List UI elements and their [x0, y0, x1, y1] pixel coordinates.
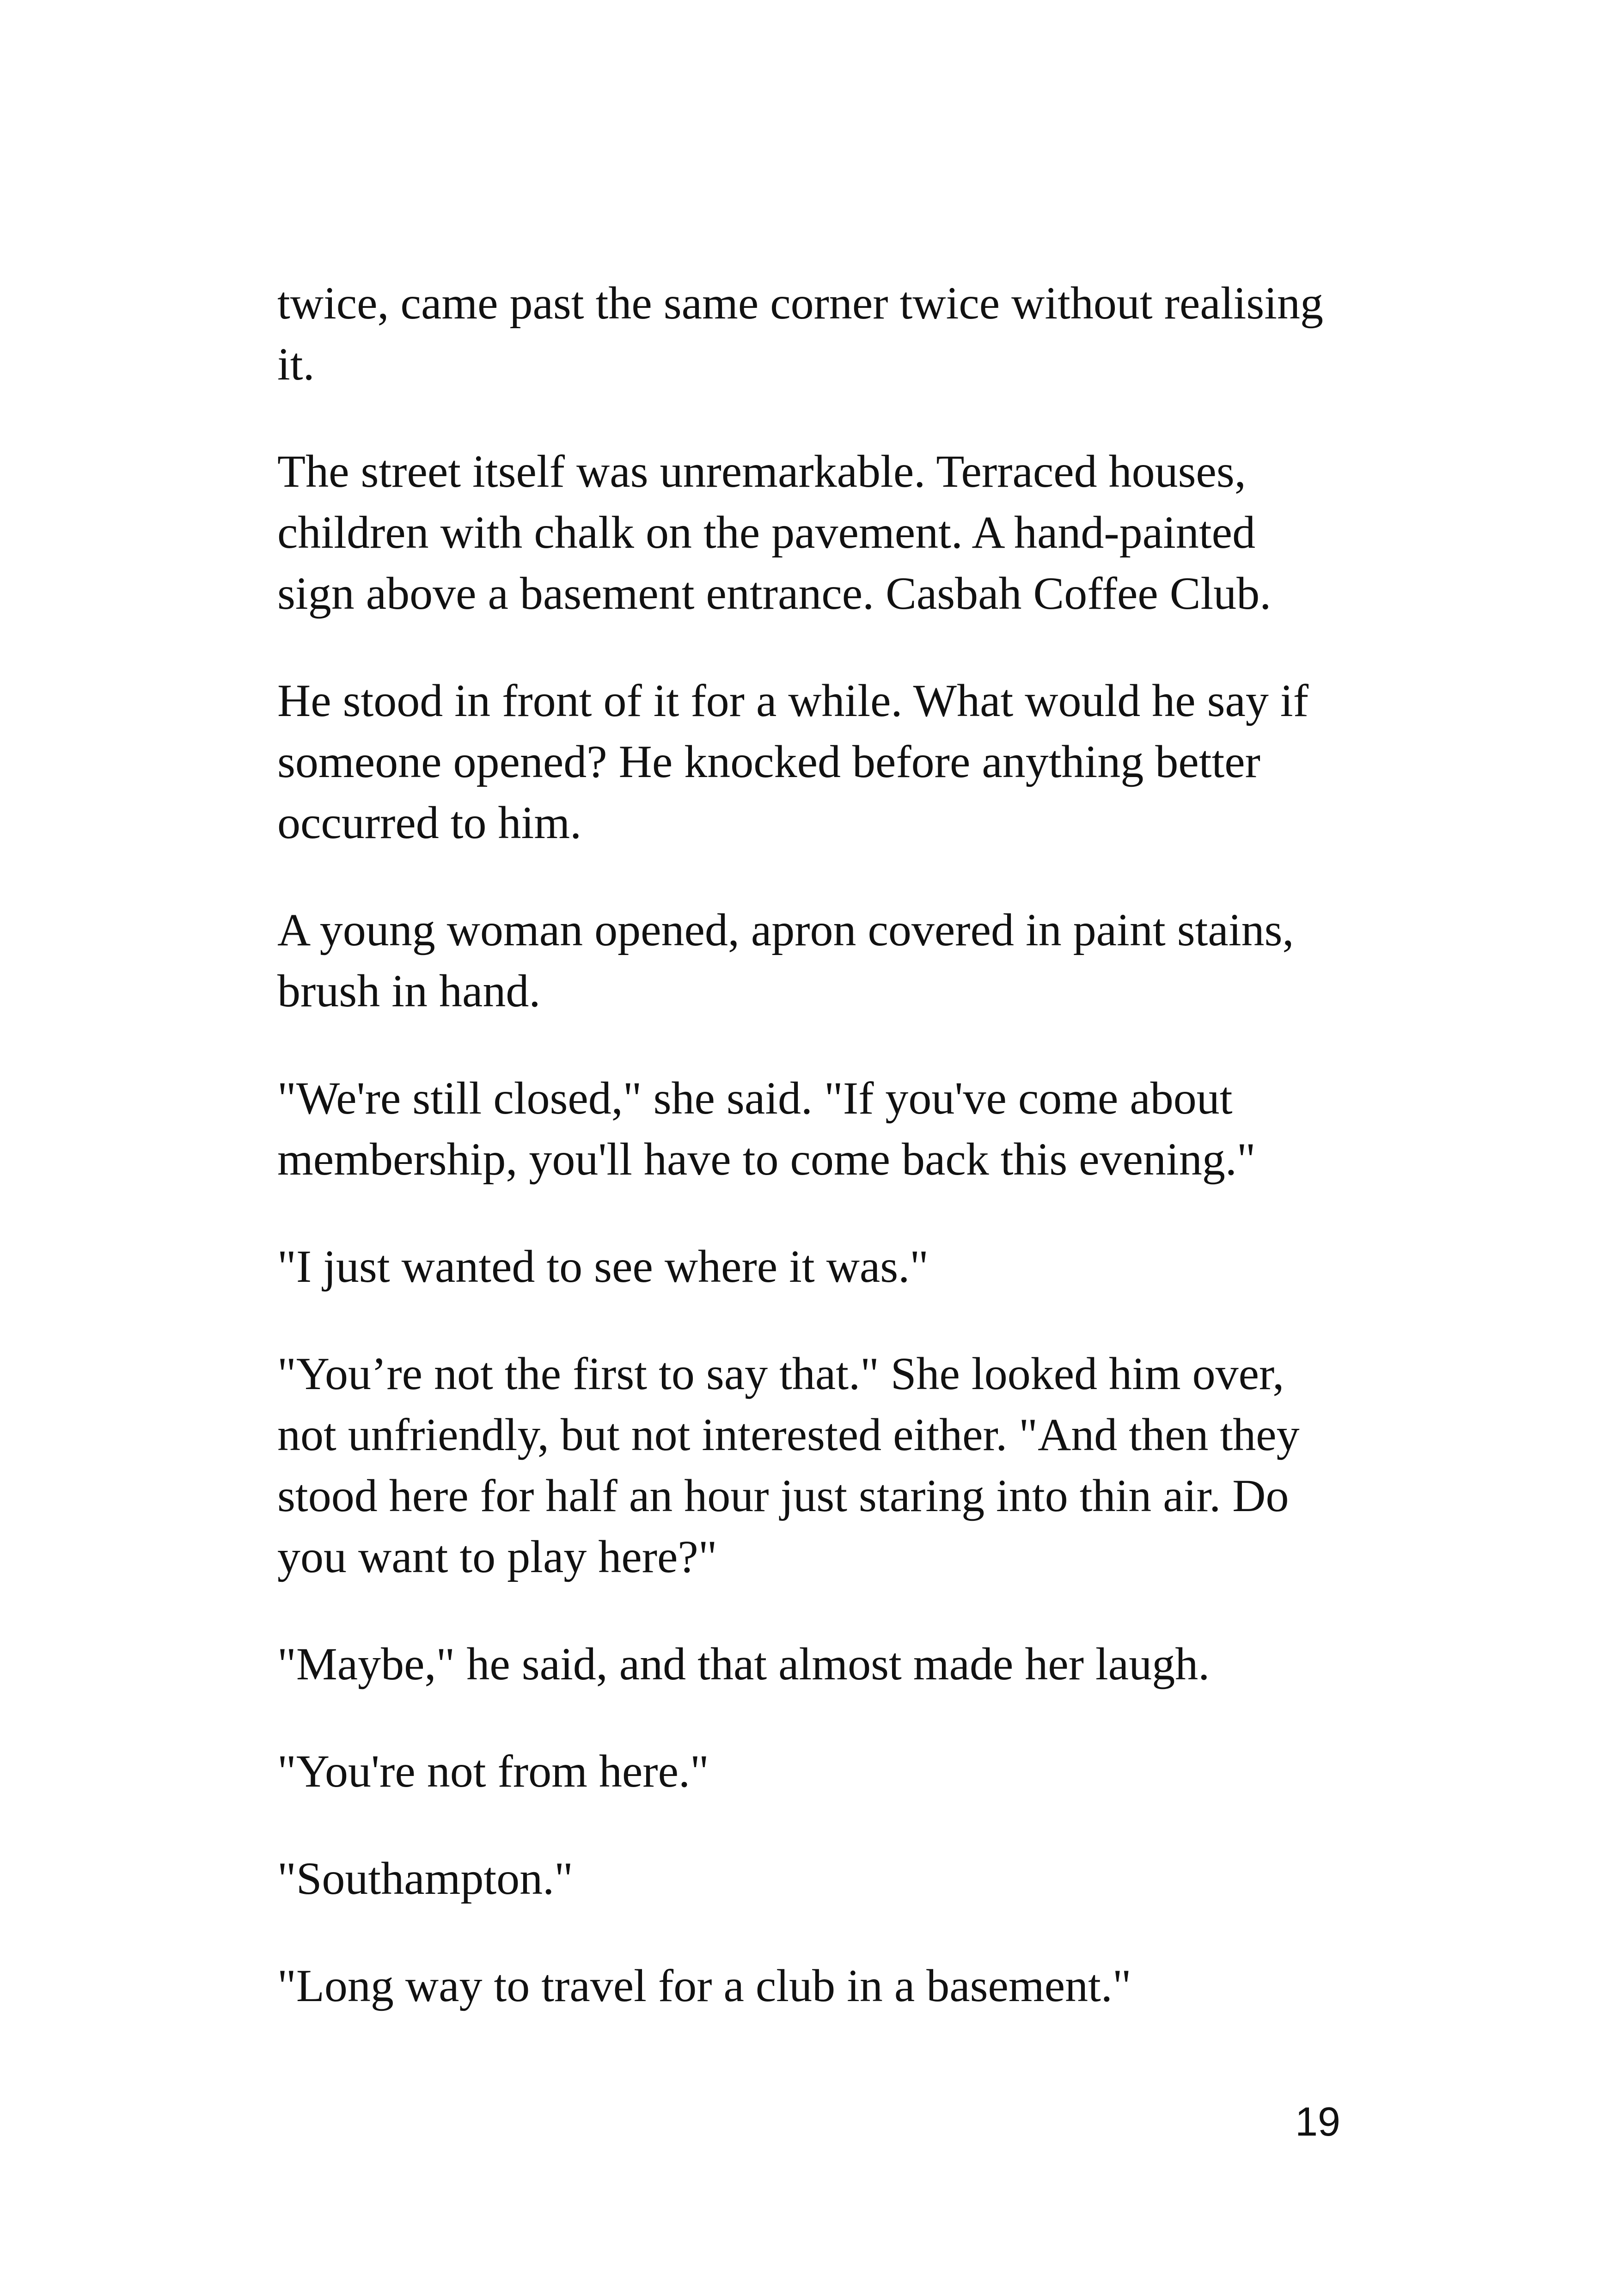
- paragraph: "You’re not the first to say that." She looked him over, not unfriendly, but not interested either. "And then they stood here for half an hour just staring into thin air. Do you want to play here?": [277, 1348, 1300, 1582]
- paragraph: "Maybe," he said, and that almost made her laugh.: [277, 1638, 1210, 1690]
- body-text: [277, 273, 1340, 2016]
- paragraph: "I just wanted to see where it was.": [277, 1241, 929, 1292]
- paragraph: A young woman opened, apron covered in paint stains, brush in hand.: [277, 904, 1294, 1016]
- paragraph: The street itself was unremarkable. Terraced houses, children with chalk on the pavement. A hand-painted sign above a basement entrance. Casbah Coffee Club.: [277, 446, 1272, 619]
- page-number: 19: [1295, 2099, 1340, 2144]
- paragraph: "We're still closed," she said. "If you've come about membership, you'll have to come back this evening.": [277, 1072, 1256, 1185]
- paragraph: "Long way to travel for a club in a basement.": [277, 1960, 1131, 2011]
- paragraph: "You're not from here.": [277, 1745, 709, 1797]
- paragraph: twice, came past the same corner twice without realising it.: [277, 277, 1324, 390]
- paragraph: "Southampton.": [277, 1853, 573, 1904]
- paragraph: He stood in front of it for a while. What would he say if someone opened? He knocked before anything better occurred to him.: [277, 675, 1309, 848]
